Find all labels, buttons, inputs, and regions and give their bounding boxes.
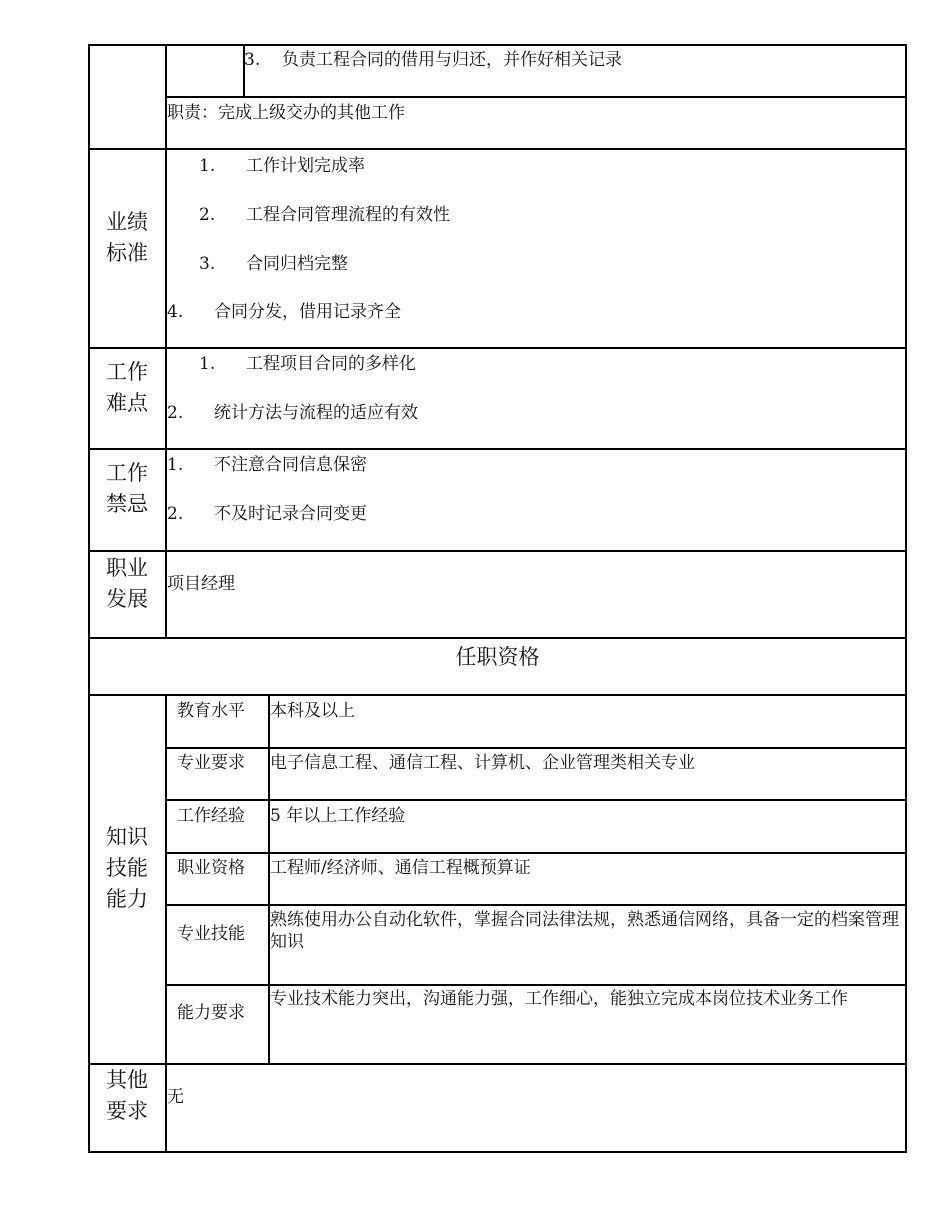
knowledge-value: 工程师/经济师、通信工程概预算证 [270, 858, 531, 878]
item-text: 工程项目合同的多样化 [246, 354, 416, 374]
label-line: 其他 [106, 1068, 148, 1092]
knowledge-value: 电子信息工程、通信工程、计算机、企业管理类相关专业 [270, 753, 695, 773]
label-line: 要求 [106, 1099, 148, 1123]
row-divider [165, 747, 907, 749]
job-description-table [88, 44, 907, 1153]
table-border-bottom [88, 1151, 907, 1153]
performance-item [199, 156, 365, 176]
responsibility-other: 职责：完成上级交办的其他工作 [167, 103, 405, 123]
label-line: 工作 [106, 461, 148, 485]
row-divider [88, 550, 907, 552]
table-border-top [88, 44, 907, 46]
row-divider [88, 637, 907, 639]
item-number: 2. [167, 403, 184, 423]
other-value: 无 [167, 1087, 184, 1107]
item-number: 4. [167, 302, 184, 322]
knowledge-key: 能力要求 [177, 1003, 245, 1023]
item-number: 3. [199, 254, 216, 274]
knowledge-value: 熟练使用办公自动化软件，掌握合同法律法规，熟悉通信网络，具备一定的档案管理知识 [270, 910, 899, 952]
row-divider [88, 1063, 907, 1065]
row-divider [165, 799, 907, 801]
item-number: 1. [199, 156, 216, 176]
knowledge-key: 职业资格 [177, 858, 245, 878]
label-line: 发展 [106, 587, 148, 611]
item-text: 不注意合同信息保密 [214, 455, 367, 475]
row-divider [165, 96, 907, 98]
item-text: 不及时记录合同变更 [214, 504, 367, 524]
performance-label [88, 207, 166, 269]
item-number: 1. [199, 354, 216, 374]
difficulty-item [167, 403, 418, 423]
qualification-title: 任职资格 [455, 645, 540, 669]
knowledge-value: 5 年以上工作经验 [270, 806, 406, 826]
row-divider [165, 904, 907, 906]
item-number: 2. [199, 205, 216, 225]
label-line: 职业 [106, 556, 148, 580]
performance-item [167, 302, 401, 322]
label-line: 禁忌 [106, 492, 148, 516]
label-line: 能力 [106, 887, 148, 911]
label-line: 难点 [106, 391, 148, 415]
label-line: 工作 [106, 360, 148, 384]
row-divider [88, 448, 907, 450]
row-divider [165, 984, 907, 986]
label-line: 技能 [106, 856, 148, 880]
item-text: 工程合同管理流程的有效性 [246, 205, 450, 225]
item-text: 合同分发，借用记录齐全 [214, 302, 401, 322]
career-label [88, 553, 166, 615]
row-divider [165, 852, 907, 854]
label-column-divider [165, 44, 167, 638]
row-divider [88, 694, 907, 696]
label-line: 知识 [106, 825, 148, 849]
row-divider [88, 347, 907, 349]
career-value: 项目经理 [167, 574, 235, 594]
knowledge-label [88, 822, 166, 915]
performance-item [199, 205, 450, 225]
taboo-item [167, 504, 367, 524]
item-text: 合同归档完整 [246, 254, 348, 274]
item-number: 2. [167, 504, 184, 524]
difficulty-item [199, 354, 416, 374]
knowledge-value: 专业技术能力突出，沟通能力强，工作细心，能独立完成本岗位技术业务工作 [270, 989, 848, 1009]
knowledge-key: 工作经验 [177, 806, 245, 826]
item-number: 1. [167, 455, 184, 475]
responsibility-item-3 [244, 50, 622, 70]
difficulties-label [88, 357, 166, 419]
other-label [88, 1065, 166, 1127]
knowledge-key: 教育水平 [177, 701, 245, 721]
performance-item [199, 254, 348, 274]
item-text: 统计方法与流程的适应有效 [214, 403, 418, 423]
item-number: 3. [244, 50, 261, 70]
knowledge-value: 本科及以上 [270, 701, 355, 721]
taboo-item [167, 455, 367, 475]
label-line: 标准 [106, 241, 148, 265]
knowledge-key: 专业技能 [177, 924, 245, 944]
label-line: 业绩 [106, 210, 148, 234]
row-divider [88, 148, 907, 150]
item-text: 负责工程合同的借用与归还，并作好相关记录 [282, 50, 622, 70]
taboos-label [88, 458, 166, 520]
knowledge-key: 专业要求 [177, 753, 245, 773]
table-border-right [905, 44, 907, 1153]
item-text: 工作计划完成率 [246, 156, 365, 176]
